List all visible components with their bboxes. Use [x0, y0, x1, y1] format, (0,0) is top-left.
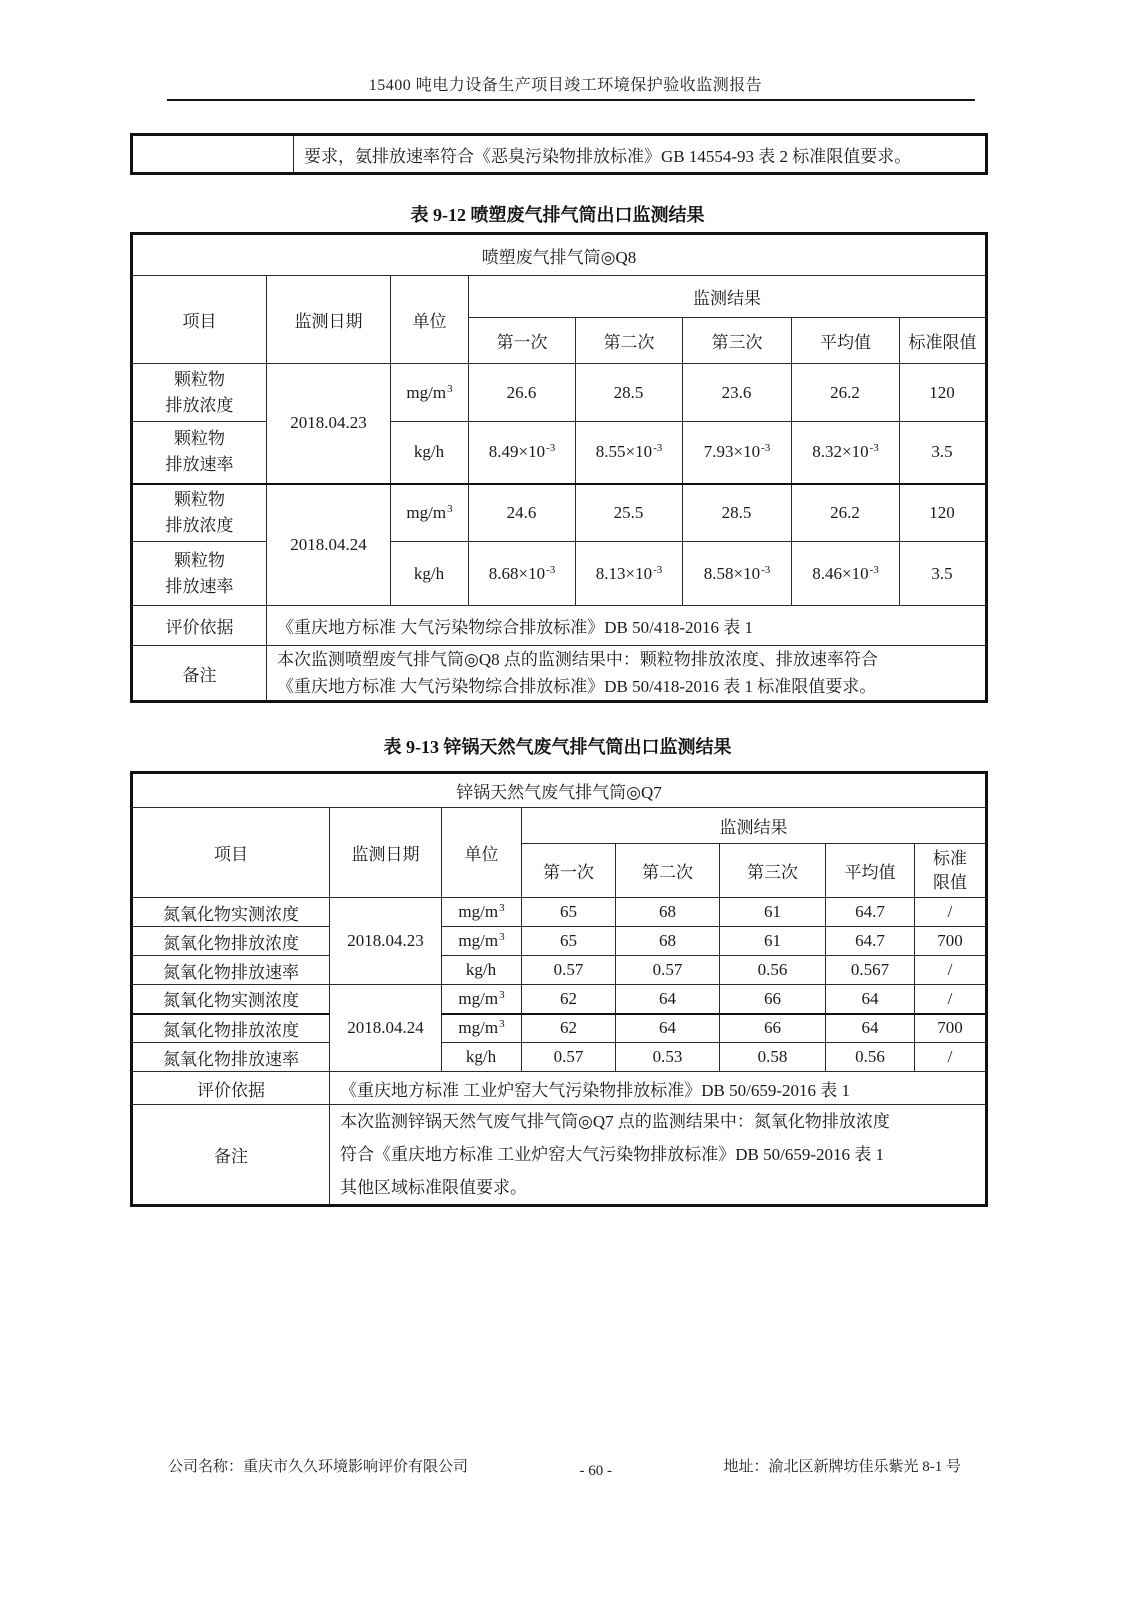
- item-cell: 氮氧化物排放速率: [132, 1043, 330, 1072]
- value-cell: 65: [522, 927, 616, 956]
- value-base: 26.2: [830, 502, 860, 522]
- unit-base: mg/m: [458, 931, 499, 950]
- date-cell: 2018.04.24: [267, 484, 391, 606]
- column-header-limit: 标准限值: [900, 318, 987, 364]
- table-row: [132, 985, 987, 1014]
- limit-cell: /: [915, 956, 987, 985]
- table12-caption: 表 9-12 喷塑废气排气筒出口监测结果: [410, 205, 705, 225]
- item-line: 颗粒物: [174, 550, 225, 570]
- item-cell: 氮氧化物实测浓度: [132, 985, 330, 1014]
- table-9-13: [130, 771, 988, 1207]
- value-cell: 0.57: [616, 956, 720, 985]
- limit-cell: [900, 484, 987, 542]
- limit-cell: /: [915, 985, 987, 1014]
- unit-exponent: 3: [499, 931, 505, 943]
- value-cell: 68: [616, 927, 720, 956]
- value-cell: 0.57: [522, 1043, 616, 1072]
- table13-caption: 表 9-13 锌锅天然气废气排气筒出口监测结果: [383, 737, 732, 757]
- value-cell: [792, 484, 900, 542]
- value-base: 8.55×10: [595, 442, 653, 462]
- value-cell: 62: [522, 1014, 616, 1043]
- page-footer: [130, 1455, 985, 1480]
- column-header-run3: 第三次: [720, 844, 826, 898]
- item-line: 颗粒物: [174, 429, 225, 449]
- unit-base: kg/h: [465, 1047, 497, 1066]
- value-cell: [469, 542, 576, 606]
- unit-exponent: 3: [499, 988, 505, 1001]
- value-cell: 0.57: [522, 956, 616, 985]
- unit-cell: [442, 1014, 522, 1043]
- table-row: [132, 927, 987, 956]
- value-base: 26.6: [506, 382, 537, 402]
- value-cell: 64: [616, 985, 720, 1014]
- item-line: 排放浓度: [165, 515, 234, 535]
- value-base: 23.6: [721, 382, 752, 402]
- table-9-12: [130, 232, 988, 703]
- table12-stack-title: 喷塑废气排气筒◎Q8: [132, 234, 987, 276]
- carryover-text-cell: 要求，氨排放速率符合《恶臭污染物排放标准》GB 14554-93 表 2 标准限值要求。: [294, 135, 987, 174]
- unit-exponent: 3: [499, 902, 505, 914]
- column-header-run2: 第二次: [576, 318, 683, 364]
- unit-base: kg/h: [413, 442, 445, 462]
- table-row: [132, 364, 987, 422]
- item-line: 排放速率: [165, 455, 234, 475]
- unit-base: mg/m: [458, 902, 499, 921]
- basis-row: [132, 606, 987, 646]
- item-cell: [132, 542, 267, 606]
- limit-cell: [900, 364, 987, 422]
- item-cell: [132, 364, 267, 422]
- column-header-run3: 第三次: [683, 318, 792, 364]
- footer-address: 地址：渝北区新牌坊佳乐紫光 8-1 号: [723, 1459, 961, 1475]
- value-cell: [576, 542, 683, 606]
- value-base: 8.46×10: [812, 563, 869, 583]
- value-base: 7.93×10: [703, 442, 761, 462]
- remark-line: 其他区域标准限值要求。: [340, 1178, 527, 1197]
- value-base: 28.5: [613, 382, 644, 402]
- value-cell: 0.56: [720, 956, 826, 985]
- table13-stack-title: 锌锅天然气废气排气筒◎Q7: [132, 773, 987, 808]
- column-header-date: 监测日期: [330, 808, 442, 898]
- value-cell: [683, 484, 792, 542]
- unit-exponent: 3: [499, 1018, 505, 1031]
- value-base: 8.32×10: [812, 442, 869, 462]
- limit-header-line: 标准: [933, 848, 967, 868]
- value-cell: [683, 422, 792, 484]
- footer-company: 公司名称：重庆市久久环境影响评价有限公司: [168, 1459, 469, 1475]
- unit-cell: [391, 484, 469, 542]
- value-exponent: -3: [653, 442, 663, 455]
- header-rule: [167, 99, 975, 101]
- column-header-item: 项目: [132, 808, 330, 898]
- value-exponent: -3: [546, 442, 556, 455]
- column-header-unit: 单位: [391, 276, 469, 364]
- remark-text-cell: [330, 1105, 987, 1206]
- value-cell: 64: [826, 985, 915, 1014]
- value-cell: 66: [720, 1014, 826, 1043]
- value-cell: 68: [616, 898, 720, 927]
- table-row: [132, 1043, 987, 1072]
- limit-cell: [900, 542, 987, 606]
- value-cell: [576, 484, 683, 542]
- unit-cell: [442, 1043, 522, 1072]
- value-cell: 62: [522, 985, 616, 1014]
- column-header-run1: 第一次: [469, 318, 576, 364]
- item-cell: [132, 484, 267, 542]
- remark-line: 符合《重庆地方标准 工业炉窑大气污染物排放标准》DB 50/659-2016 表 1: [340, 1145, 884, 1164]
- column-header-results: 监测结果: [522, 808, 987, 844]
- value-cell: [792, 364, 900, 422]
- unit-cell: [442, 956, 522, 985]
- table-row: [132, 956, 987, 985]
- limit-cell: /: [915, 898, 987, 927]
- basis-label-cell: 评价依据: [132, 606, 267, 646]
- limit-cell: [900, 422, 987, 484]
- remark-line: 《重庆地方标准 大气污染物综合排放标准》DB 50/418-2016 表 1 标准限值要求。: [277, 677, 877, 696]
- value-base: 26.2: [830, 382, 860, 402]
- item-line: 排放浓度: [165, 395, 234, 415]
- value-base: 24.6: [506, 502, 537, 522]
- column-header-limit: [915, 844, 987, 898]
- column-header-run1: 第一次: [522, 844, 616, 898]
- value-exponent: -3: [546, 563, 556, 576]
- value-cell: [469, 422, 576, 484]
- remark-line: 本次监测喷塑废气排气筒◎Q8 点的监测结果中：颗粒物排放浓度、排放速率符合: [277, 650, 878, 669]
- unit-base: mg/m: [458, 988, 499, 1008]
- table-row: [132, 484, 987, 542]
- value-cell: 64: [826, 1014, 915, 1043]
- stack-title-row: [132, 773, 987, 808]
- value-cell: [576, 422, 683, 484]
- item-cell: 氮氧化物排放浓度: [132, 1014, 330, 1043]
- item-cell: [132, 422, 267, 484]
- remark-row: [132, 1105, 987, 1206]
- header-row: [132, 808, 987, 844]
- value-exponent: -3: [653, 563, 663, 576]
- date-cell: 2018.04.23: [330, 898, 442, 985]
- value-cell: 0.56: [826, 1043, 915, 1072]
- unit-cell: [442, 927, 522, 956]
- value-base: 8.49×10: [488, 442, 546, 462]
- unit-cell: [391, 364, 469, 422]
- unit-base: mg/m: [458, 1018, 499, 1038]
- value-cell: [469, 484, 576, 542]
- value-cell: 64.7: [826, 898, 915, 927]
- value-base: 8.68×10: [488, 563, 546, 583]
- remark-label-cell: 备注: [132, 646, 267, 702]
- value-exponent: -3: [761, 442, 771, 455]
- remark-row: [132, 646, 987, 702]
- value-base: 3.5: [931, 563, 953, 583]
- value-cell: 61: [720, 898, 826, 927]
- value-cell: 0.567: [826, 956, 915, 985]
- column-header-date: 监测日期: [267, 276, 391, 364]
- basis-label-cell: 评价依据: [132, 1072, 330, 1105]
- item-cell: 氮氧化物排放速率: [132, 956, 330, 985]
- value-base: 3.5: [931, 442, 953, 462]
- value-cell: 0.58: [720, 1043, 826, 1072]
- column-header-results: 监测结果: [469, 276, 987, 318]
- unit-cell: [391, 542, 469, 606]
- column-header-unit: 单位: [442, 808, 522, 898]
- header-row: [132, 276, 987, 318]
- table-row: [132, 422, 987, 484]
- limit-cell: 700: [915, 927, 987, 956]
- column-header-item: 项目: [132, 276, 267, 364]
- limit-header-line: 限值: [933, 872, 967, 892]
- carryover-row: [132, 135, 987, 174]
- value-cell: [792, 422, 900, 484]
- value-cell: 61: [720, 927, 826, 956]
- value-cell: [576, 364, 683, 422]
- value-cell: 66: [720, 985, 826, 1014]
- table-row: [132, 542, 987, 606]
- table-row: [132, 898, 987, 927]
- remark-label-cell: 备注: [132, 1105, 330, 1206]
- unit-base: mg/m: [406, 382, 447, 402]
- unit-cell: [391, 422, 469, 484]
- basis-row: [132, 1072, 987, 1105]
- column-header-run2: 第二次: [616, 844, 720, 898]
- basis-text-cell: 《重庆地方标准 大气污染物综合排放标准》DB 50/418-2016 表 1: [267, 606, 987, 646]
- value-exponent: -3: [869, 442, 879, 455]
- value-exponent: -3: [869, 563, 879, 576]
- remark-text-cell: [267, 646, 987, 702]
- date-cell: 2018.04.23: [267, 364, 391, 484]
- value-exponent: -3: [761, 563, 771, 576]
- value-base: 8.13×10: [595, 563, 653, 583]
- stack-title-row: [132, 234, 987, 276]
- value-base: 8.58×10: [703, 563, 761, 583]
- column-header-average: 平均值: [826, 844, 915, 898]
- value-cell: [683, 364, 792, 422]
- unit-base: kg/h: [413, 563, 445, 583]
- basis-text-cell: 《重庆地方标准 工业炉窑大气污染物排放标准》DB 50/659-2016 表 1: [330, 1072, 987, 1105]
- carryover-empty-cell: [132, 135, 294, 174]
- page-header-title: 15400 吨电力设备生产项目竣工环境保护验收监测报告: [368, 77, 763, 94]
- value-base: 120: [929, 502, 955, 522]
- value-cell: 64: [616, 1014, 720, 1043]
- value-cell: [792, 542, 900, 606]
- unit-base: kg/h: [465, 960, 497, 979]
- remark-line: 本次监测锌锅天然气废气排气筒◎Q7 点的监测结果中：氮氧化物排放浓度: [340, 1112, 890, 1131]
- date-cell: 2018.04.24: [330, 985, 442, 1072]
- carryover-table-fragment: [130, 133, 988, 175]
- table-row: [132, 1014, 987, 1043]
- unit-exponent: 3: [447, 382, 453, 395]
- value-cell: [683, 542, 792, 606]
- unit-exponent: 3: [447, 502, 453, 515]
- item-line: 颗粒物: [174, 369, 225, 389]
- unit-base: mg/m: [406, 502, 447, 522]
- limit-cell: 700: [915, 1014, 987, 1043]
- footer-page-number: - 60 -: [579, 1463, 612, 1479]
- unit-cell: [442, 898, 522, 927]
- item-cell: 氮氧化物排放浓度: [132, 927, 330, 956]
- value-cell: 65: [522, 898, 616, 927]
- value-cell: [469, 364, 576, 422]
- value-cell: 0.53: [616, 1043, 720, 1072]
- item-cell: 氮氧化物实测浓度: [132, 898, 330, 927]
- value-base: 28.5: [721, 502, 752, 522]
- unit-cell: [442, 985, 522, 1014]
- value-base: 25.5: [613, 502, 644, 522]
- limit-cell: /: [915, 1043, 987, 1072]
- item-line: 颗粒物: [174, 489, 225, 509]
- item-line: 排放速率: [165, 576, 234, 596]
- column-header-average: 平均值: [792, 318, 900, 364]
- value-base: 120: [929, 382, 955, 402]
- value-cell: 64.7: [826, 927, 915, 956]
